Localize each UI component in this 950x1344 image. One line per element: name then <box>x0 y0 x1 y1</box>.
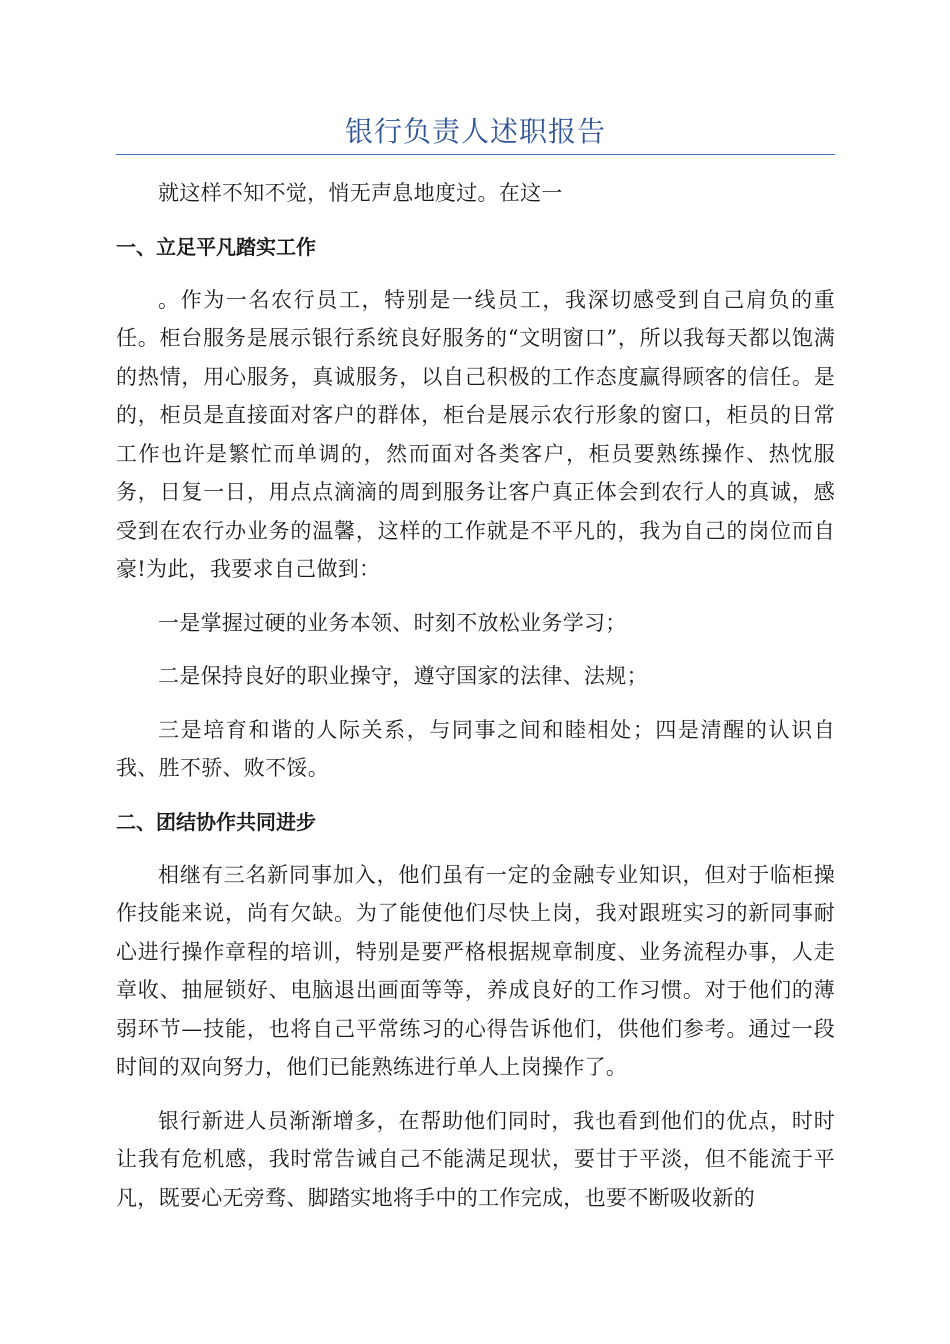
section-2-paragraph-1: 相继有三名新同事加入，他们虽有一定的金融专业知识，但对于临柜操作技能来说，尚有欠缺。为了能使他们尽快上岗，我对跟班实习的新同事耐心进行操作章程的培训，特别是要严格根据规章制度、业务流程办事，人走章收、抽屉锁好、电脑退出画面等等，养成良好的工作习惯。对于他们的薄弱环节—技能，也将自己平常练习的心得告诉他们，供他们参考。通过一段时间的双向努力，他们已能熟练进行单人上岗操作了。 <box>116 862 835 1079</box>
section-1-heading: 一、立足平凡踏实工作 <box>116 234 316 259</box>
section-1-item-2: 二是保持良好的职业操守，遵守国家的法律、法规； <box>158 664 648 688</box>
section-1-item-3: 三是培育和谐的人际关系，与同事之间和睦相处；四是清醒的认识自我、胜不骄、败不馁。 <box>116 717 835 780</box>
title-underline <box>116 154 835 155</box>
section-1-paragraph: 。作为一名农行员工，特别是一线员工，我深切感受到自己肩负的重任。柜台服务是展示银行系统良好服务的“文明窗口”，所以我每天都以饱满的热情，用心服务，真诚服务，以自己积极的工作态度赢得顾客的信任。是的，柜员是直接面对客户的群体，柜台是展示农行形象的窗口，柜员的日常工作也许是繁忙而单调的，然而面对各类客户，柜员要熟练操作、热忱服务，日复一日，用点点滴滴的周到服务让客户真正体会到农行人的真诚，感受到在农行办业务的温馨，这样的工作就是不平凡的，我为自己的岗位而自豪!为此，我要求自己做到： <box>116 287 835 581</box>
intro-paragraph: 就这样不知不觉，悄无声息地度过。在这一 <box>158 181 563 205</box>
section-2-paragraph-2: 银行新进人员渐渐增多，在帮助他们同时，我也看到他们的优点，时时让我有危机感，我时常告诫自己不能满足现状，要甘于平淡，但不能流于平凡，既要心无旁骛、脚踏实地将手中的工作完成，也要不断吸收新的 <box>116 1108 835 1210</box>
document-body <box>116 174 835 1232</box>
section-2-heading: 二、团结协作共同进步 <box>116 809 316 834</box>
section-1-item-1: 一是掌握过硬的业务本领、时刻不放松业务学习； <box>158 610 627 635</box>
document-title: 银行负责人述职报告 <box>344 115 606 148</box>
